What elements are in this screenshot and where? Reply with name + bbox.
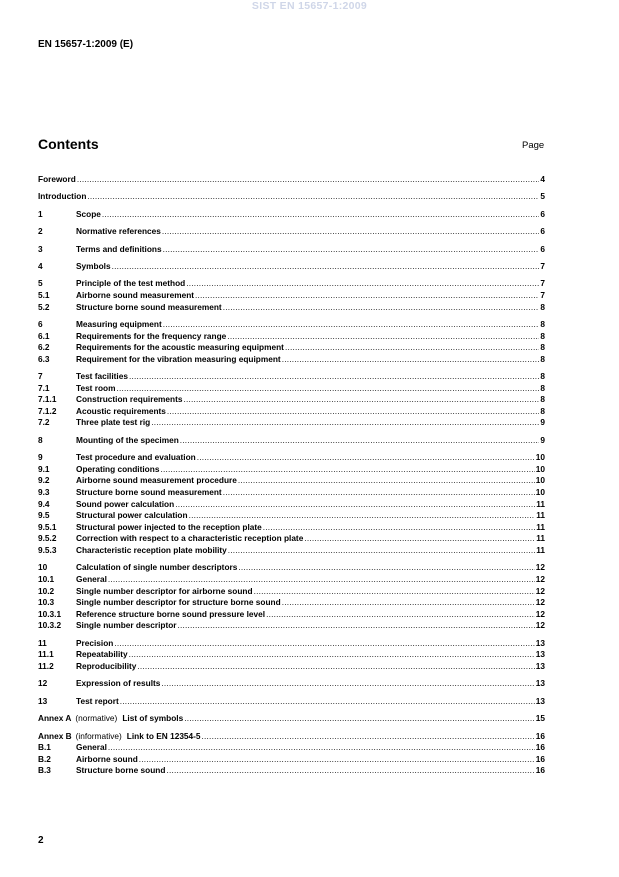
toc-entry[interactable] <box>38 354 545 366</box>
toc-entry-page: 8 <box>540 301 545 312</box>
toc-entry-page: 7 <box>540 260 545 271</box>
toc-entry-page: 10 <box>535 475 545 486</box>
toc-entry-page: 12 <box>535 620 545 631</box>
dot-leader <box>178 620 535 632</box>
toc-entry[interactable] <box>38 342 545 354</box>
dot-leader <box>120 696 535 708</box>
toc-entry-number: 9.4 <box>38 498 50 509</box>
toc-entry-page: 16 <box>535 765 545 776</box>
toc-entry[interactable] <box>38 638 545 650</box>
toc-entry[interactable] <box>38 562 545 574</box>
toc-entry-number: Annex A <box>38 713 72 724</box>
toc-entry[interactable] <box>38 302 545 314</box>
toc-entry-title: Operating conditions <box>76 463 160 474</box>
dot-leader <box>108 742 535 754</box>
toc-entry-title: Requirements for the acoustic measuring equipment <box>76 342 284 353</box>
toc-entry-number: B.1 <box>38 742 51 753</box>
toc-entry-number: 9.3 <box>38 487 50 498</box>
toc-entry-title: Structural power calculation <box>76 510 188 521</box>
toc-entry[interactable] <box>38 261 545 273</box>
toc-entry[interactable] <box>38 754 545 766</box>
dot-leader <box>167 406 539 418</box>
toc-entry[interactable] <box>38 383 545 395</box>
toc-entry-page: 16 <box>535 730 545 741</box>
toc-entry-number: 6 <box>38 318 43 329</box>
toc-entry-title: Requirements for the frequency range <box>76 330 227 341</box>
toc-entry[interactable] <box>38 475 545 487</box>
toc-entry-page: 6 <box>540 226 545 237</box>
toc-entry-title: Reference structure borne sound pressure level <box>76 608 266 619</box>
toc-entry[interactable] <box>38 244 545 256</box>
dot-leader <box>160 464 534 476</box>
toc-entry-title: General <box>76 573 107 584</box>
toc-entry[interactable] <box>38 464 545 476</box>
toc-entry-number: 9 <box>38 452 43 463</box>
dot-leader <box>162 226 540 238</box>
dot-leader <box>161 678 534 690</box>
dot-leader <box>197 452 535 464</box>
toc-entry-title: Mounting of the specimen <box>76 434 179 445</box>
dot-leader <box>102 209 539 221</box>
dot-leader <box>108 574 535 586</box>
toc-entry-title: Single number descriptor for airborne sound <box>76 585 253 596</box>
toc-entry-page: 7 <box>540 289 545 300</box>
toc-entry-number: 5 <box>38 278 43 289</box>
toc-entry-title: Measuring equipment <box>76 318 162 329</box>
toc-entry[interactable] <box>38 661 545 673</box>
dot-leader <box>139 754 535 766</box>
toc-entry-title: General <box>76 742 107 753</box>
page-number: 2 <box>38 835 44 846</box>
dot-leader <box>202 731 535 743</box>
toc-entry[interactable] <box>38 574 545 586</box>
toc-entry[interactable] <box>38 226 545 238</box>
contents-title: Contents <box>38 136 99 152</box>
toc-entry-number: 7.1.2 <box>38 405 57 416</box>
toc-entry-title: Link to EN 12354-5 <box>126 730 201 741</box>
toc-entry[interactable] <box>38 620 545 632</box>
toc-entry-number: 9.5.1 <box>38 521 57 532</box>
toc-entry[interactable] <box>38 331 545 343</box>
page-column-label: Page <box>522 140 545 151</box>
toc-entry-title: Characteristic reception plate mobility <box>76 545 227 555</box>
toc-entry-page: 7 <box>540 278 545 289</box>
toc-entry-title: Test report <box>76 695 119 706</box>
toc-entry[interactable] <box>38 742 545 754</box>
toc-entry-number: 11.1 <box>38 649 54 660</box>
toc-entry-number: 4 <box>38 260 43 271</box>
dot-leader <box>175 499 535 511</box>
toc-entry-number: 6.3 <box>38 353 50 364</box>
toc-entry-page: 10 <box>535 452 545 463</box>
dot-leader <box>186 278 539 290</box>
toc-entry-number: B.2 <box>38 753 51 764</box>
toc-entry-number: B.3 <box>38 765 51 776</box>
toc-entry-title: Reproducibility <box>76 660 137 671</box>
toc-entry-page: 13 <box>535 695 545 706</box>
dot-leader <box>77 174 540 186</box>
toc-entry-page: 12 <box>535 597 545 608</box>
toc-entry-title: Scope <box>76 208 101 219</box>
toc-entry-number: 6.1 <box>38 330 50 341</box>
toc-entry-title: Test procedure and evaluation <box>76 452 196 463</box>
dot-leader <box>129 371 539 383</box>
dot-leader <box>184 713 535 725</box>
toc-entry-page: 12 <box>535 608 545 619</box>
toc-entry[interactable] <box>38 452 545 464</box>
toc-entry-number: 10.3.2 <box>38 620 62 631</box>
toc-entry-title: Airborne sound <box>76 753 138 764</box>
toc-entry-title: Normative references <box>76 226 161 237</box>
toc-entry-page: 8 <box>540 330 545 341</box>
toc-entry-title: Acoustic requirements <box>76 405 166 416</box>
toc-entry-title: Calculation of single number descriptors <box>76 562 238 573</box>
dot-leader <box>166 765 534 777</box>
dot-leader <box>195 290 539 302</box>
dot-leader <box>263 522 535 534</box>
toc-entry-page: 11 <box>536 510 545 521</box>
toc-entry-title: Correction with respect to a characteristic reception plate <box>76 533 304 544</box>
toc-entry-page: 11 <box>536 545 545 555</box>
toc-entry-title: Precision <box>76 637 114 648</box>
toc-entry-number: 11.2 <box>38 660 54 671</box>
dot-leader <box>266 609 535 621</box>
toc-entry-page: 12 <box>535 562 545 573</box>
toc-entry-page: 16 <box>535 742 545 753</box>
toc-entry-number: 10 <box>38 562 48 573</box>
toc-entry-number: 10.2 <box>38 585 55 596</box>
toc-entry-title: Structure borne sound measurement <box>76 487 222 498</box>
toc-entry[interactable] <box>38 209 545 221</box>
toc-entry-number: 7 <box>38 371 43 382</box>
dot-leader <box>282 597 535 609</box>
dot-leader <box>87 191 539 203</box>
dot-leader <box>180 435 540 447</box>
dot-leader <box>254 586 535 598</box>
dot-leader <box>238 475 535 487</box>
dot-leader <box>151 417 539 429</box>
dot-leader <box>114 638 534 650</box>
dot-leader <box>228 545 535 557</box>
toc-entry-title: Test room <box>76 382 116 393</box>
toc-entry[interactable] <box>38 499 545 511</box>
toc-entry-page: 8 <box>540 382 545 393</box>
dot-leader <box>238 562 534 574</box>
toc-entry[interactable] <box>38 597 545 609</box>
dot-leader <box>282 354 540 366</box>
toc-entry-page: 15 <box>535 713 545 724</box>
toc-entry-title: Structural power injected to the reception plate <box>76 521 262 532</box>
dot-leader <box>117 383 540 395</box>
toc-entry-number: 10.3 <box>38 597 55 608</box>
toc-entry[interactable] <box>38 510 545 522</box>
toc-entry-qualifier: (normative) <box>75 713 118 724</box>
toc-entry-title: Expression of results <box>76 678 161 689</box>
toc-entry[interactable] <box>38 417 545 429</box>
toc-entry-number: 13 <box>38 695 48 706</box>
toc-entry-title: Requirement for the vibration measuring equipment <box>76 353 281 364</box>
toc-entry-number: 9.5 <box>38 510 50 521</box>
toc-entry-page: 13 <box>535 649 545 660</box>
toc-entry-page: 10 <box>535 487 545 498</box>
document-id: EN 15657-1:2009 (E) <box>38 39 134 50</box>
toc-entry-page: 6 <box>540 243 545 254</box>
toc-entry-page: 5 <box>540 191 545 202</box>
toc-entry-title: Repeatability <box>76 649 128 660</box>
toc-entry-number: 5.1 <box>38 289 50 300</box>
toc-entry[interactable] <box>38 406 545 418</box>
toc-entry-number: Annex B <box>38 730 72 741</box>
toc-entry-page: 8 <box>540 394 545 405</box>
toc-entry-title: Sound power calculation <box>76 498 175 509</box>
dot-leader <box>285 342 539 354</box>
toc-entry-title: Airborne sound measurement procedure <box>76 475 237 486</box>
toc-entry-title: List of symbols <box>122 713 184 724</box>
toc-entry[interactable] <box>38 435 545 447</box>
toc-entry[interactable] <box>38 278 545 290</box>
toc-entry-page: 10 <box>535 463 545 474</box>
toc-entry-page: 13 <box>535 660 545 671</box>
toc-entry-title: Terms and definitions <box>76 243 162 254</box>
toc-entry-number: 9.5.2 <box>38 533 57 544</box>
toc-entry-number: 9.5.3 <box>38 545 57 555</box>
toc-entry-number: 8 <box>38 434 43 445</box>
toc-entry-title: Single number descriptor for structure borne sound <box>76 597 281 608</box>
toc-entry[interactable] <box>38 174 545 186</box>
dot-leader <box>129 649 535 661</box>
dot-leader <box>163 319 540 331</box>
toc-entry-title: Three plate test rig <box>76 417 151 428</box>
toc-entry-number: 12 <box>38 678 48 689</box>
toc-entry[interactable] <box>38 765 545 777</box>
toc-entry-number: 2 <box>38 226 43 237</box>
toc-entry-page: 11 <box>536 521 545 532</box>
toc-entry[interactable] <box>38 696 545 708</box>
toc-entry[interactable] <box>38 678 545 690</box>
toc-entry-number: 7.1.1 <box>38 394 57 405</box>
toc-entry-number: 6.2 <box>38 342 50 353</box>
dot-leader <box>163 244 540 256</box>
toc-entry-page: 16 <box>535 753 545 764</box>
toc-entry-page: 11 <box>536 498 545 509</box>
toc-entry-title: Principle of the test method <box>76 278 186 289</box>
table-of-contents <box>38 174 545 777</box>
toc-entry[interactable] <box>38 394 545 406</box>
toc-entry[interactable] <box>38 545 545 557</box>
toc-entry-number: 7.2 <box>38 417 50 428</box>
toc-entry-number: 11 <box>38 637 47 648</box>
toc-entry-page: 13 <box>535 678 545 689</box>
dot-leader <box>223 302 540 314</box>
toc-entry-title: Test facilities <box>76 371 128 382</box>
dot-leader <box>112 261 540 273</box>
toc-entry[interactable] <box>38 533 545 545</box>
toc-entry-title: Structure borne sound <box>76 765 166 776</box>
dot-leader <box>184 394 540 406</box>
toc-entry-page: 9 <box>540 434 545 445</box>
toc-entry-number: 7.1 <box>38 382 50 393</box>
toc-entry[interactable] <box>38 609 545 621</box>
toc-entry-page: 11 <box>536 533 545 544</box>
toc-entry[interactable] <box>38 522 545 534</box>
toc-entry[interactable] <box>38 487 545 499</box>
toc-entry-number: 5.2 <box>38 301 50 312</box>
dot-leader <box>304 533 535 545</box>
toc-entry[interactable] <box>38 713 545 725</box>
toc-entry-number: Foreword <box>38 174 76 184</box>
toc-entry-title: Symbols <box>76 260 111 271</box>
toc-entry-title: Airborne sound measurement <box>76 289 195 300</box>
toc-entry[interactable] <box>38 290 545 302</box>
toc-entry-number: Introduction <box>38 191 87 202</box>
toc-entry[interactable] <box>38 649 545 661</box>
toc-entry-title: Structure borne sound measurement <box>76 301 222 312</box>
dot-leader <box>189 510 536 522</box>
toc-entry-title: Construction requirements <box>76 394 183 405</box>
toc-entry-number: 1 <box>38 208 43 219</box>
toc-entry[interactable] <box>38 731 545 743</box>
toc-entry-qualifier: (informative) <box>75 730 122 741</box>
toc-entry-page: 12 <box>535 573 545 584</box>
toc-entry-page: 12 <box>535 585 545 596</box>
toc-entry-page: 4 <box>540 174 545 184</box>
toc-entry-page: 8 <box>540 405 545 416</box>
watermark: SIST EN 15657-1:2009 <box>251 0 368 12</box>
toc-entry-page: 8 <box>540 342 545 353</box>
toc-entry-number: 10.3.1 <box>38 608 62 619</box>
toc-entry-number: 3 <box>38 243 43 254</box>
toc-entry[interactable] <box>38 191 545 203</box>
toc-entry-page: 13 <box>535 637 545 648</box>
toc-entry[interactable] <box>38 319 545 331</box>
toc-entry-title: Single number descriptor <box>76 620 177 631</box>
toc-entry-number: 9.2 <box>38 475 50 486</box>
toc-entry[interactable] <box>38 586 545 598</box>
dot-leader <box>137 661 534 673</box>
toc-entry-number: 9.1 <box>38 463 50 474</box>
toc-entry[interactable] <box>38 371 545 383</box>
toc-entry-page: 8 <box>540 371 545 382</box>
toc-entry-page: 6 <box>540 208 545 219</box>
toc-entry-page: 8 <box>540 318 545 329</box>
toc-entry-number: 10.1 <box>38 573 55 584</box>
dot-leader <box>227 331 539 343</box>
toc-entry-page: 9 <box>540 417 545 428</box>
dot-leader <box>223 487 535 499</box>
toc-entry-page: 8 <box>540 353 545 364</box>
